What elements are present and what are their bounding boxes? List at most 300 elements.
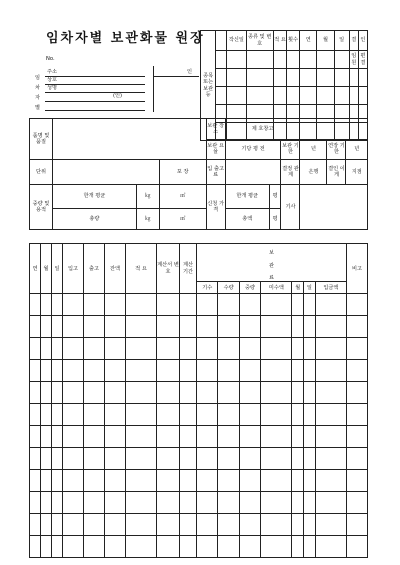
ledger-cell[interactable] [105, 536, 126, 558]
ledger-cell[interactable] [304, 316, 316, 338]
ledger-cell[interactable] [41, 470, 52, 492]
ledger-cell[interactable] [197, 382, 218, 404]
ledger-cell[interactable] [261, 360, 292, 382]
ledger-cell[interactable] [239, 426, 260, 448]
ledger-col-invoice: 계산서 변 호 [157, 244, 180, 294]
settlement-label: 결정 관계 [281, 160, 300, 185]
ledger-cell[interactable] [197, 514, 218, 536]
fee-sub-weight: 중량 [239, 282, 260, 294]
ledger-cell[interactable] [157, 426, 180, 448]
ledger-cell[interactable] [52, 404, 63, 426]
ledger-row [30, 536, 368, 558]
ledger-cell[interactable] [197, 294, 218, 316]
ledger-cell[interactable] [41, 514, 52, 536]
lessee-prefix-2: 차 [35, 85, 41, 91]
extension-year: 년 [346, 139, 368, 160]
name-line [45, 92, 145, 93]
stamp-underline [153, 76, 199, 77]
ledger-cell[interactable] [304, 294, 316, 316]
ledger-row [30, 294, 368, 316]
ledger-cell[interactable] [126, 514, 157, 536]
per-unit-label: 한개 평균 [53, 184, 137, 209]
ledger-row [30, 426, 368, 448]
ledger-row [30, 514, 368, 536]
ledger-cell[interactable] [304, 382, 316, 404]
ledger-cell[interactable] [315, 514, 346, 536]
ledger-cell[interactable] [239, 316, 260, 338]
ledger-cell[interactable] [347, 338, 368, 360]
cargo-col-year: 연 [300, 31, 317, 51]
ledger-cell[interactable] [180, 448, 197, 470]
ledger-cell[interactable] [239, 514, 260, 536]
ledger-cell[interactable] [126, 536, 157, 558]
ledger-row [30, 360, 368, 382]
ledger-cell[interactable] [292, 382, 304, 404]
ledger-cell[interactable] [63, 404, 84, 426]
address-label: 주소 [47, 69, 58, 75]
total-amount-label: 총액 [225, 209, 269, 230]
company-line [45, 84, 145, 85]
ledger-cell[interactable] [180, 470, 197, 492]
ledger-cell[interactable] [197, 536, 218, 558]
ledger-cell[interactable] [315, 338, 346, 360]
ledger-cell[interactable] [197, 426, 218, 448]
ledger-cell[interactable] [347, 514, 368, 536]
ledger-cell[interactable] [126, 492, 157, 514]
ledger-cell[interactable] [41, 338, 52, 360]
ledger-cell[interactable] [239, 294, 260, 316]
ledger-cell[interactable] [157, 448, 180, 470]
ledger-cell[interactable] [30, 404, 41, 426]
ledger-cell[interactable] [218, 448, 239, 470]
ledger-cell[interactable] [239, 536, 260, 558]
ledger-cell[interactable] [180, 426, 197, 448]
ledger-cell[interactable] [105, 316, 126, 338]
packaging-label: 포 장 [159, 160, 206, 185]
ledger-cell[interactable] [239, 360, 260, 382]
ledger-cell[interactable] [52, 470, 63, 492]
ledger-cell[interactable] [157, 492, 180, 514]
ledger-cell[interactable] [218, 492, 239, 514]
ledger-cell[interactable] [261, 426, 292, 448]
ledger-cell[interactable] [84, 404, 105, 426]
ledger-cell[interactable] [347, 448, 368, 470]
ledger-cell[interactable] [315, 404, 346, 426]
ledger-cell[interactable] [126, 294, 157, 316]
ledger-cell[interactable] [239, 382, 260, 404]
ledger-cell[interactable] [292, 426, 304, 448]
ledger-cell[interactable] [315, 294, 346, 316]
ledger-cell[interactable] [30, 492, 41, 514]
ledger-cell[interactable] [261, 470, 292, 492]
ledger-cell[interactable] [63, 470, 84, 492]
page-title: 임차자별 보관화물 원장 [46, 31, 205, 46]
inbound-label: 입 출고 료 [206, 160, 225, 185]
ledger-cell[interactable] [197, 404, 218, 426]
storage-period-year: 년 [300, 139, 327, 160]
ledger-row [30, 382, 368, 404]
ledger-cell[interactable] [41, 360, 52, 382]
stamp-label: 인 [187, 69, 193, 75]
ledger-cell[interactable] [347, 382, 368, 404]
cargo-col-count: 횟수 [286, 31, 299, 51]
ledger-cell[interactable] [52, 536, 63, 558]
lessee-block [35, 66, 200, 114]
fee-sub-day: 일 [304, 282, 316, 294]
ledger-cell[interactable] [261, 338, 292, 360]
ledger-cell[interactable] [84, 382, 105, 404]
ledger-cell[interactable] [261, 492, 292, 514]
cargo-col-date: 작신일 [227, 31, 246, 51]
ledger-cell[interactable] [292, 470, 304, 492]
ledger-cell[interactable] [315, 316, 346, 338]
ledger-cell[interactable] [218, 536, 239, 558]
m3-unit: ㎥ [159, 184, 206, 209]
ledger-cell[interactable] [105, 360, 126, 382]
ledger-cell[interactable] [30, 316, 41, 338]
ledger-cell[interactable] [347, 536, 368, 558]
ledger-cell[interactable] [239, 338, 260, 360]
ledger-col-summary: 적 요 [126, 244, 157, 294]
ledger-cell[interactable] [30, 294, 41, 316]
ledger-cell[interactable] [239, 492, 260, 514]
per-unit-price-label: 한개 평균 [225, 184, 269, 209]
bank-label: 은행 [300, 160, 327, 185]
ledger-col-notes: 비고 [347, 244, 368, 294]
ledger-row [30, 338, 368, 360]
lessee-prefix-1: 임 [35, 75, 41, 81]
cargo-col-month: 월 [317, 31, 334, 51]
ledger-cell[interactable] [41, 536, 52, 558]
cargo-col-kind: 종류 및 변 호 [246, 31, 273, 51]
ledger-cell[interactable] [218, 514, 239, 536]
ledger-cell[interactable] [105, 448, 126, 470]
ledger-cell[interactable] [126, 382, 157, 404]
stamp-divider [153, 66, 154, 112]
cargo-col-day: 일 [334, 31, 349, 51]
ledger-cell[interactable] [52, 492, 63, 514]
ledger-cell[interactable] [157, 360, 180, 382]
ledger-cell[interactable] [218, 470, 239, 492]
ledger-col-month: 월 [41, 244, 52, 294]
seal-label: (인) [113, 93, 123, 99]
remarks-label: 기사 [281, 184, 300, 229]
fee-char-1: 보 [268, 250, 274, 257]
ledger-cell[interactable] [218, 426, 239, 448]
ledger-cell[interactable] [292, 404, 304, 426]
ledger-cell[interactable] [304, 514, 316, 536]
ledger-cell[interactable] [52, 448, 63, 470]
ledger-cell[interactable] [347, 316, 368, 338]
unit-label: 단위 [30, 160, 53, 185]
ledger-cell[interactable] [315, 470, 346, 492]
ledger-cell[interactable] [52, 382, 63, 404]
ledger-cell[interactable] [84, 316, 105, 338]
ledger-cell[interactable] [84, 360, 105, 382]
ledger-cell[interactable] [239, 470, 260, 492]
ledger-cell[interactable] [304, 448, 316, 470]
ledger-cell[interactable] [292, 338, 304, 360]
ledger-cell[interactable] [292, 514, 304, 536]
ledger-cell[interactable] [218, 382, 239, 404]
ledger-cell[interactable] [126, 448, 157, 470]
total-flat-unit: 평 [269, 209, 281, 230]
ledger-cell[interactable] [180, 492, 197, 514]
goods-label: 품명 및 품질 [30, 119, 53, 160]
kg-unit: ㎏ [136, 184, 159, 209]
ledger-cell[interactable] [30, 448, 41, 470]
storage-place-label: 보관 장소 [206, 119, 225, 140]
ledger-cell[interactable] [84, 470, 105, 492]
ledger-cell[interactable] [261, 448, 292, 470]
ledger-row [30, 470, 368, 492]
total-kg-unit: ㎏ [136, 209, 159, 230]
ledger-cell[interactable] [157, 536, 180, 558]
ledger-cell[interactable] [126, 338, 157, 360]
ledger-cell[interactable] [197, 492, 218, 514]
fee-sub-paid: 입금액 [315, 282, 346, 294]
ledger-cell[interactable] [84, 514, 105, 536]
name-label: 성명 [47, 85, 58, 91]
ledger-cell[interactable] [180, 316, 197, 338]
ledger-col-year: 연 [30, 244, 41, 294]
ledger-cell[interactable] [126, 470, 157, 492]
ledger-cell[interactable] [180, 514, 197, 536]
ledger-cell[interactable] [41, 316, 52, 338]
flat-unit: 평 [269, 184, 281, 209]
ledger-cell[interactable] [304, 492, 316, 514]
ledger-cell[interactable] [157, 338, 180, 360]
ledger-cell[interactable] [304, 426, 316, 448]
ledger-cell[interactable] [41, 426, 52, 448]
ledger-cell[interactable] [315, 448, 346, 470]
ledger-cell[interactable] [347, 404, 368, 426]
ledger-cell[interactable] [157, 294, 180, 316]
ledger-cell[interactable] [180, 536, 197, 558]
ledger-cell[interactable] [218, 404, 239, 426]
ledger-cell[interactable] [347, 426, 368, 448]
fee-char-3: 료 [268, 275, 274, 282]
weight-label: 중량 및 용적 [30, 184, 53, 229]
ledger-cell[interactable] [41, 294, 52, 316]
ledger-col-balance: 잔액 [105, 244, 126, 294]
ledger-cell[interactable] [218, 316, 239, 338]
storage-fee-label: 보관 요율 [206, 139, 225, 160]
ledger-cell[interactable] [30, 426, 41, 448]
ledger-cell[interactable] [292, 294, 304, 316]
ledger-cell[interactable] [84, 294, 105, 316]
ledger-cell[interactable] [41, 492, 52, 514]
ledger-cell[interactable] [52, 338, 63, 360]
ledger-cell[interactable] [157, 514, 180, 536]
ledger-cell[interactable] [304, 360, 316, 382]
ledger-cell[interactable] [197, 360, 218, 382]
signoff-officer: 임 원 [349, 51, 358, 69]
ledger-cell[interactable] [63, 536, 84, 558]
ledger-cell[interactable] [84, 492, 105, 514]
ledger-cell[interactable] [180, 360, 197, 382]
ledger-cell[interactable] [41, 404, 52, 426]
ledger-col-in: 입고 [63, 244, 84, 294]
ledger-row [30, 448, 368, 470]
ledger-cell[interactable] [180, 404, 197, 426]
ledger-cell[interactable] [347, 470, 368, 492]
ledger-cell[interactable] [126, 316, 157, 338]
ledger-cell[interactable] [261, 536, 292, 558]
total-m3-unit: ㎥ [159, 209, 206, 230]
ledger-cell[interactable] [197, 470, 218, 492]
ledger-cell[interactable] [304, 470, 316, 492]
ledger-cell[interactable] [105, 514, 126, 536]
fee-sub-month: 월 [292, 282, 304, 294]
ledger-col-day: 일 [52, 244, 63, 294]
ledger-cell[interactable] [292, 316, 304, 338]
ledger-cell[interactable] [52, 426, 63, 448]
ledger-cell[interactable] [315, 492, 346, 514]
ledger-row [30, 492, 368, 514]
ledger-cell[interactable] [84, 448, 105, 470]
ledger-cell[interactable] [304, 536, 316, 558]
ledger-cell[interactable] [304, 338, 316, 360]
ledger-cell[interactable] [304, 404, 316, 426]
ledger-cell[interactable] [105, 470, 126, 492]
ledger-cell[interactable] [261, 382, 292, 404]
ledger-cell[interactable] [157, 470, 180, 492]
ledger-cell[interactable] [218, 360, 239, 382]
ledger-cell[interactable] [315, 536, 346, 558]
ledger-cell[interactable] [30, 382, 41, 404]
fee-sub-qty: 수량 [218, 282, 239, 294]
info-table [29, 118, 368, 230]
total-label: 총량 [53, 209, 137, 230]
ledger-cell[interactable] [63, 294, 84, 316]
ledger-cell[interactable] [63, 338, 84, 360]
ledger-cell[interactable] [84, 338, 105, 360]
extension-label: 연장 기한 [327, 139, 346, 160]
branch-label: 지점 [346, 160, 368, 185]
ledger-cell[interactable] [197, 316, 218, 338]
ledger-cell[interactable] [197, 338, 218, 360]
ledger-cell[interactable] [105, 294, 126, 316]
ledger-cell[interactable] [41, 448, 52, 470]
ledger-cell[interactable] [315, 426, 346, 448]
cargo-col-note: 적 요 [273, 31, 286, 51]
ledger-cell[interactable] [126, 426, 157, 448]
ledger-cell[interactable] [52, 360, 63, 382]
ledger-cell[interactable] [63, 426, 84, 448]
ledger-cell[interactable] [105, 426, 126, 448]
fee-sub-count: 기수 [197, 282, 218, 294]
ledger-cell[interactable] [30, 514, 41, 536]
ledger-cell[interactable] [52, 514, 63, 536]
ledger-cell[interactable] [347, 294, 368, 316]
lessee-prefix-3: 자 [35, 95, 41, 101]
storage-place-value: 제 호창고 [225, 119, 300, 140]
ledger-row [30, 316, 368, 338]
ledger-row [30, 404, 368, 426]
lessee-prefix-4: 별 [35, 105, 41, 111]
company-label: 상호 [47, 77, 58, 83]
ledger-cell[interactable] [30, 536, 41, 558]
warehouse-value: 기당 평 전 [225, 139, 281, 160]
ledger-cell[interactable] [157, 316, 180, 338]
ledger-cell[interactable] [261, 294, 292, 316]
ledger-cell[interactable] [315, 360, 346, 382]
ledger-cell[interactable] [30, 470, 41, 492]
ledger-cell[interactable] [261, 316, 292, 338]
fee-sub-unpaid: 미수액 [261, 282, 292, 294]
ledger-cell[interactable] [292, 448, 304, 470]
ledger-cell[interactable] [105, 338, 126, 360]
ledger-cell[interactable] [63, 514, 84, 536]
ledger-col-out: 출고 [84, 244, 105, 294]
cargo-row-header: 종목 또는 보관등 [201, 31, 216, 141]
ledger-cell[interactable] [261, 514, 292, 536]
ledger-cell[interactable] [347, 492, 368, 514]
extra-line [45, 110, 145, 111]
seal-line [45, 101, 145, 102]
ledger-table [29, 243, 368, 558]
ledger-cell[interactable] [197, 448, 218, 470]
ledger-cell[interactable] [84, 536, 105, 558]
ledger-cell[interactable] [105, 382, 126, 404]
storage-period-label: 보관 기한 [281, 139, 300, 160]
ledger-col-period: 계산 기간 [180, 244, 197, 294]
ledger-cell[interactable] [126, 360, 157, 382]
ledger-cell[interactable] [261, 404, 292, 426]
ledger-cell[interactable] [63, 316, 84, 338]
fee-char-2: 관 [268, 262, 274, 269]
ledger-cell[interactable] [63, 382, 84, 404]
ledger-cell[interactable] [41, 382, 52, 404]
cargo-col-seal: 인 [358, 31, 367, 51]
ledger-cell[interactable] [347, 360, 368, 382]
ledger-cell[interactable] [105, 404, 126, 426]
ledger-cell[interactable] [157, 404, 180, 426]
address-line [45, 76, 145, 77]
ledger-cell[interactable] [63, 360, 84, 382]
ledger-body [30, 294, 368, 558]
price-label: 신청 가격 [206, 184, 225, 229]
ledger-cell[interactable] [30, 360, 41, 382]
sign-label: 결인 이게 [327, 160, 346, 185]
signoff-final: 편 결 [358, 51, 367, 69]
ledger-cell[interactable] [63, 448, 84, 470]
ledger-cell[interactable] [52, 294, 63, 316]
ledger-cell[interactable] [292, 360, 304, 382]
ledger-cell[interactable] [52, 316, 63, 338]
ledger-col-fee [197, 244, 347, 282]
ledger-cell[interactable] [239, 448, 260, 470]
ledger-cell[interactable] [292, 536, 304, 558]
ledger-cell[interactable] [157, 382, 180, 404]
form-number-label: No. [46, 56, 55, 62]
ledger-cell[interactable] [180, 382, 197, 404]
ledger-cell[interactable] [218, 338, 239, 360]
cargo-col-approve: 결 [349, 31, 358, 51]
ledger-cell[interactable] [30, 338, 41, 360]
ledger-cell[interactable] [126, 404, 157, 426]
ledger-cell[interactable] [84, 426, 105, 448]
ledger-cell[interactable] [315, 382, 346, 404]
ledger-cell[interactable] [292, 492, 304, 514]
ledger-cell[interactable] [180, 294, 197, 316]
ledger-cell[interactable] [105, 492, 126, 514]
ledger-cell[interactable] [180, 338, 197, 360]
ledger-cell[interactable] [218, 294, 239, 316]
ledger-cell[interactable] [63, 492, 84, 514]
ledger-cell[interactable] [239, 404, 260, 426]
